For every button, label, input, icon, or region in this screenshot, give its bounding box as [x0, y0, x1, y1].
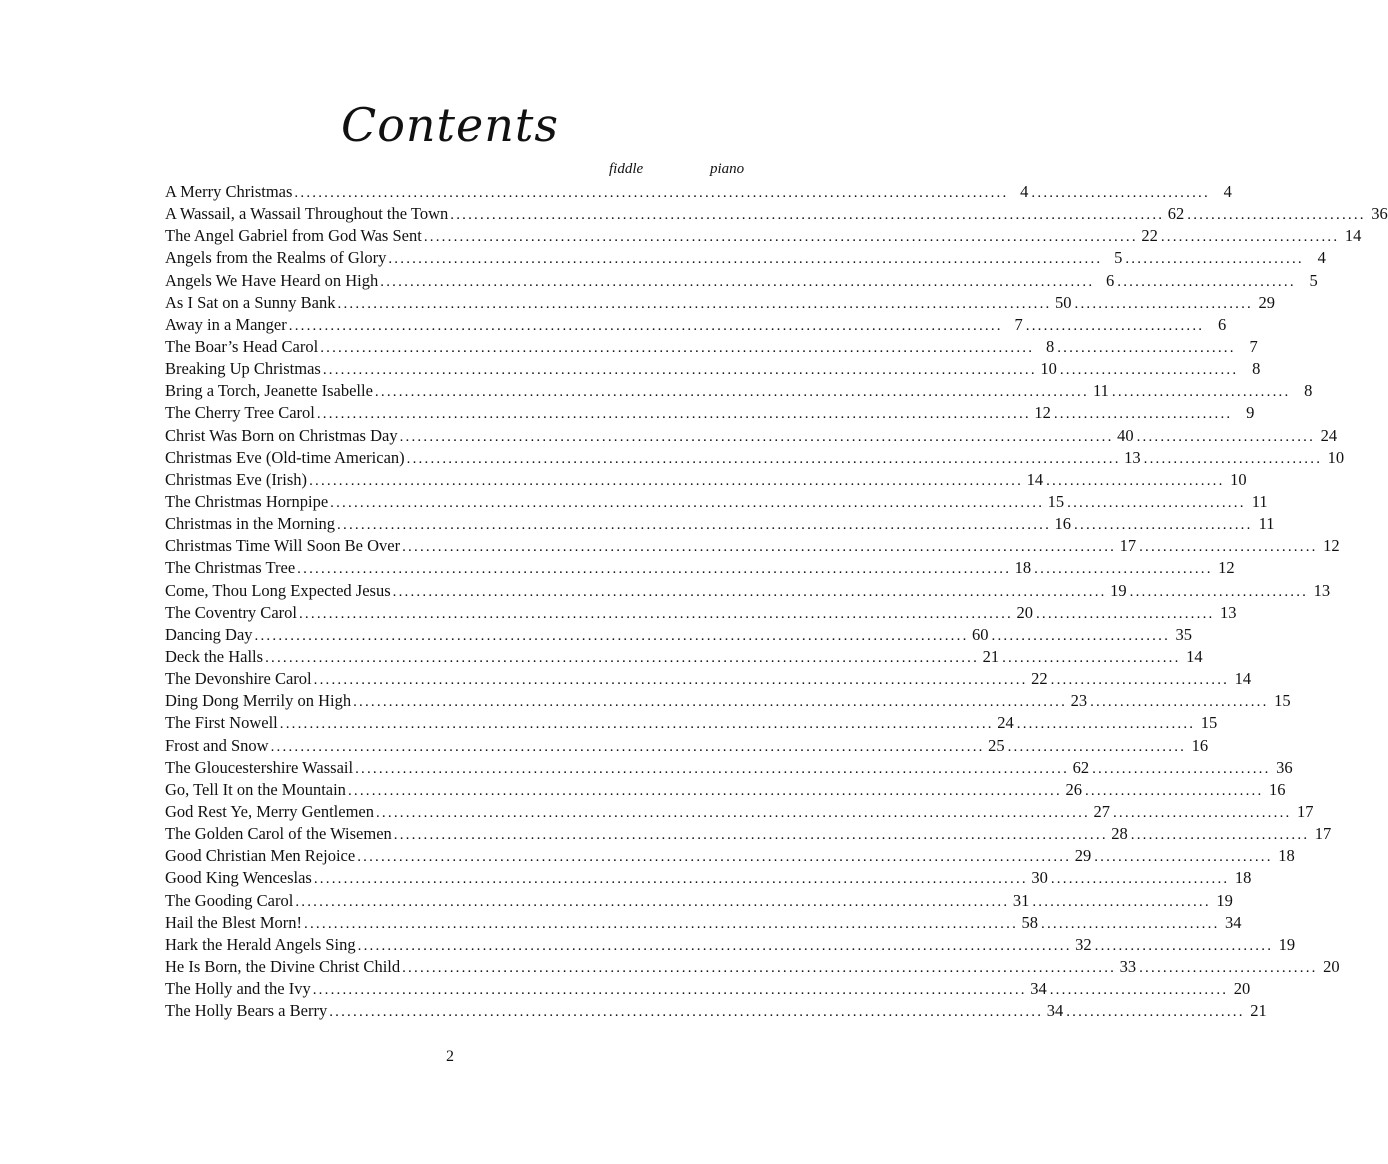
- dot-leader: ........................................................................................................................: [347, 782, 1062, 799]
- dot-leader: ..............................: [1074, 517, 1253, 534]
- dot-leader: ........................................................................................................................: [423, 229, 1138, 246]
- fiddle-page-number: 6: [1106, 270, 1115, 290]
- page-number: 2: [446, 1048, 454, 1065]
- dot-leader: ..............................: [991, 627, 1171, 644]
- piano-page-number: 17: [1314, 824, 1332, 844]
- dot-leader: ........................................................................................................................: [265, 649, 980, 666]
- toc-entry-title: Breaking Up Christmas: [165, 359, 321, 379]
- dot-leader: ........................................................................................................................: [374, 384, 1089, 401]
- dot-leader: ........................................................................................................................: [357, 937, 1072, 954]
- piano-page-number: 13: [1219, 602, 1237, 622]
- dot-leader: ..............................: [1032, 893, 1211, 910]
- dot-leader: ..............................: [1094, 937, 1274, 954]
- dot-leader: ........................................................................................................................: [313, 871, 1028, 888]
- toc-entry-title: He Is Born, the Divine Christ Child: [165, 956, 401, 976]
- fiddle-page-number: 5: [1114, 248, 1123, 268]
- fiddle-page-number: 11: [1093, 381, 1109, 401]
- toc-entry: [165, 203, 1388, 225]
- dot-leader: ........................................................................................................................: [337, 295, 1052, 312]
- piano-page-number: 36: [1371, 204, 1388, 224]
- table-of-contents: [165, 181, 1388, 1022]
- dot-leader: ........................................................................................................................: [392, 583, 1107, 600]
- dot-leader: ........................................................................................................................: [309, 472, 1024, 489]
- toc-entry-title: Christmas Eve (Irish): [165, 469, 308, 489]
- toc-entry-title: The Christmas Tree: [165, 558, 296, 578]
- piano-page-number: 16: [1268, 779, 1286, 799]
- page-title: Contents: [341, 98, 559, 152]
- dot-leader: ........................................................................................................................: [402, 959, 1117, 976]
- toc-entry: [165, 624, 1193, 646]
- piano-page-number: 7: [1249, 336, 1258, 356]
- toc-entry: [165, 712, 1218, 734]
- fiddle-page-number: 20: [1016, 602, 1033, 622]
- toc-entry: [165, 292, 1275, 314]
- toc-entry-title: The Boar’s Head Carol: [165, 336, 319, 356]
- piano-column-header: piano: [710, 161, 745, 177]
- fiddle-column-header: fiddle: [609, 161, 644, 177]
- dot-leader: ........................................................................................................................: [399, 428, 1114, 445]
- fiddle-page-number: 10: [1040, 359, 1057, 379]
- toc-entry: [165, 425, 1338, 447]
- fiddle-page-number: 16: [1054, 514, 1072, 534]
- dot-leader: ........................................................................................................................: [316, 406, 1031, 423]
- piano-page-number: 20: [1323, 956, 1340, 976]
- toc-entry: [165, 225, 1362, 247]
- toc-entry-title: The Christmas Hornpipe: [165, 491, 329, 511]
- dot-leader: ..............................: [1160, 229, 1340, 246]
- piano-page-number: 14: [1186, 646, 1203, 666]
- dot-leader: ..............................: [1049, 982, 1229, 999]
- dot-leader: ..............................: [1046, 472, 1225, 489]
- toc-entry: [165, 890, 1233, 912]
- dot-leader: ..............................: [1035, 605, 1215, 622]
- toc-entry-title: Frost and Snow: [165, 735, 269, 755]
- toc-entry-title: Christmas Time Will Soon Be Over: [165, 536, 401, 556]
- dot-leader: ........................................................................................................................: [393, 827, 1108, 844]
- toc-entry: [165, 757, 1293, 779]
- piano-page-number: 16: [1191, 735, 1209, 755]
- fiddle-page-number: 7: [1014, 314, 1023, 334]
- piano-page-number: 35: [1175, 624, 1193, 644]
- piano-page-number: 19: [1278, 934, 1296, 954]
- dot-leader: ..............................: [1112, 804, 1292, 821]
- dot-leader: ........................................................................................................................: [270, 738, 985, 755]
- dot-leader: ........................................................................................................................: [355, 760, 1070, 777]
- piano-page-number: 10: [1230, 469, 1247, 489]
- piano-page-number: 4: [1223, 182, 1232, 201]
- toc-entry: [165, 336, 1258, 358]
- dot-leader: ..............................: [1016, 716, 1196, 733]
- toc-entry-title: Good King Wenceslas: [165, 868, 312, 888]
- piano-page-number: 15: [1200, 713, 1218, 733]
- piano-page-number: 18: [1278, 846, 1295, 866]
- toc-entry-title: The First Nowell: [165, 713, 278, 733]
- toc-entry: [165, 402, 1255, 424]
- dot-leader: ........................................................................................................................: [294, 185, 1009, 201]
- toc-entry: [165, 181, 1232, 203]
- toc-entry: [165, 1000, 1267, 1022]
- toc-entry-title: The Devonshire Carol: [165, 669, 312, 689]
- toc-entry: [165, 668, 1252, 690]
- toc-entry: [165, 845, 1295, 867]
- dot-leader: ..............................: [1125, 251, 1304, 268]
- toc-entry: [165, 314, 1227, 336]
- fiddle-page-number: 21: [982, 646, 1000, 666]
- dot-leader: ........................................................................................................................: [450, 207, 1165, 224]
- dot-leader: ........................................................................................................................: [312, 982, 1027, 999]
- fiddle-page-number: 4: [1020, 182, 1029, 201]
- fiddle-page-number: 60: [972, 624, 989, 644]
- dot-leader: ..............................: [1050, 871, 1230, 888]
- toc-entry: [165, 270, 1318, 292]
- dot-leader: ........................................................................................................................: [402, 539, 1117, 556]
- fiddle-page-number: 24: [997, 713, 1014, 733]
- dot-leader: ..............................: [1136, 428, 1316, 445]
- toc-entry: [165, 690, 1291, 712]
- toc-entry: [165, 247, 1326, 269]
- toc-entry: [165, 934, 1296, 956]
- fiddle-page-number: 62: [1072, 757, 1090, 777]
- fiddle-page-number: 15: [1047, 491, 1065, 511]
- toc-entry: [165, 447, 1345, 469]
- dot-leader: ..............................: [1092, 760, 1271, 777]
- piano-page-number: 21: [1250, 1001, 1267, 1021]
- dot-leader: ..............................: [1059, 362, 1239, 379]
- dot-leader: ........................................................................................................................: [288, 317, 1003, 334]
- piano-page-number: 17: [1296, 801, 1314, 821]
- dot-leader: ..............................: [1002, 649, 1181, 666]
- toc-entry: [165, 513, 1275, 535]
- fiddle-page-number: 17: [1119, 536, 1137, 556]
- toc-entry-title: God Rest Ye, Merry Gentlemen: [165, 801, 374, 821]
- fiddle-page-number: 8: [1045, 336, 1055, 356]
- toc-entry-title: Angels from the Realms of Glory: [165, 248, 387, 268]
- toc-entry-title: Go, Tell It on the Mountain: [165, 779, 346, 799]
- toc-entry-title: As I Sat on a Sunny Bank: [165, 292, 336, 312]
- fiddle-page-number: 25: [988, 735, 1005, 755]
- piano-page-number: 14: [1344, 226, 1362, 246]
- piano-page-number: 12: [1218, 558, 1235, 578]
- piano-page-number: 29: [1258, 292, 1275, 312]
- toc-entry-title: Christmas in the Morning: [165, 514, 336, 534]
- piano-page-number: 6: [1218, 314, 1227, 334]
- dot-leader: ..............................: [1117, 273, 1296, 290]
- dot-leader: ..............................: [1066, 1004, 1245, 1021]
- piano-page-number: 12: [1323, 536, 1340, 556]
- piano-page-number: 8: [1304, 381, 1313, 401]
- fiddle-page-number: 22: [1141, 226, 1158, 246]
- fiddle-page-number: 29: [1074, 846, 1092, 866]
- fiddle-page-number: 30: [1031, 868, 1048, 888]
- dot-leader: ..............................: [1187, 207, 1366, 224]
- toc-entry-title: A Merry Christmas: [165, 182, 293, 201]
- toc-entry-title: Come, Thou Long Expected Jesus: [165, 580, 391, 600]
- piano-page-number: 8: [1252, 359, 1261, 379]
- toc-entry: [165, 469, 1247, 491]
- toc-entry: [165, 380, 1313, 402]
- toc-entry: [165, 779, 1286, 801]
- fiddle-page-number: 31: [1012, 890, 1030, 910]
- fiddle-page-number: 23: [1070, 691, 1088, 711]
- dot-leader: ..............................: [1139, 959, 1318, 976]
- toc-entry-title: The Golden Carol of the Wisemen: [165, 824, 392, 844]
- toc-entry: [165, 580, 1331, 602]
- toc-entry-title: Bring a Torch, Jeanette Isabelle: [165, 381, 373, 401]
- piano-page-number: 19: [1216, 890, 1233, 910]
- dot-leader: ..............................: [1067, 494, 1246, 511]
- toc-entry: [165, 978, 1251, 1000]
- toc-entry-title: Ding Dong Merrily on High: [165, 691, 352, 711]
- dot-leader: ........................................................................................................................: [388, 251, 1103, 268]
- piano-page-number: 11: [1251, 491, 1268, 511]
- piano-page-number: 18: [1234, 868, 1252, 888]
- dot-leader: ..............................: [1094, 849, 1273, 866]
- toc-entry-title: The Angel Gabriel from God Was Sent: [165, 226, 422, 246]
- toc-entry: [165, 358, 1261, 380]
- dot-leader: ........................................................................................................................: [254, 627, 969, 644]
- piano-page-number: 14: [1234, 669, 1252, 689]
- dot-leader: ........................................................................................................................: [304, 915, 1019, 932]
- toc-entry: [165, 557, 1235, 579]
- dot-leader: ........................................................................................................................: [279, 716, 994, 733]
- dot-leader: ........................................................................................................................: [353, 694, 1068, 711]
- piano-page-number: 15: [1274, 691, 1291, 711]
- toc-entry: [165, 602, 1237, 624]
- dot-leader: ..............................: [1053, 406, 1233, 423]
- dot-leader: ........................................................................................................................: [313, 672, 1028, 689]
- fiddle-page-number: 26: [1065, 779, 1082, 799]
- dot-leader: ..............................: [1074, 295, 1253, 312]
- dot-leader: ..............................: [1129, 583, 1309, 600]
- toc-entry: [165, 912, 1242, 934]
- piano-page-number: 34: [1225, 912, 1242, 932]
- fiddle-page-number: 34: [1046, 1001, 1064, 1021]
- dot-leader: ........................................................................................................................: [357, 849, 1072, 866]
- toc-entry-title: Away in a Manger: [165, 314, 287, 334]
- toc-entry-title: Christ Was Born on Christmas Day: [165, 425, 398, 445]
- toc-entry-title: Hail the Blest Morn!: [165, 912, 303, 932]
- dot-leader: ..............................: [1007, 738, 1187, 755]
- fiddle-page-number: 27: [1093, 801, 1110, 821]
- piano-page-number: 4: [1317, 248, 1326, 268]
- dot-leader: ..............................: [1084, 782, 1264, 799]
- fiddle-page-number: 18: [1014, 558, 1032, 578]
- piano-page-number: 36: [1276, 757, 1293, 777]
- toc-entry-title: The Gooding Carol: [165, 890, 294, 910]
- fiddle-page-number: 58: [1021, 912, 1039, 932]
- dot-leader: ..............................: [1143, 450, 1323, 467]
- piano-page-number: 5: [1309, 270, 1318, 290]
- dot-leader: ..............................: [1130, 827, 1310, 844]
- fiddle-page-number: 33: [1119, 956, 1137, 976]
- toc-entry: [165, 646, 1203, 668]
- toc-entry-title: A Wassail, a Wassail Throughout the Town: [165, 204, 449, 224]
- fiddle-page-number: 40: [1117, 425, 1134, 445]
- dot-leader: ..............................: [1111, 384, 1291, 401]
- dot-leader: ........................................................................................................................: [375, 804, 1090, 821]
- piano-page-number: 10: [1327, 447, 1345, 467]
- fiddle-page-number: 14: [1026, 469, 1044, 489]
- dot-leader: ........................................................................................................................: [322, 362, 1037, 379]
- piano-page-number: 9: [1246, 403, 1255, 423]
- toc-entry-title: The Gloucestershire Wassail: [165, 757, 354, 777]
- piano-page-number: 24: [1320, 425, 1338, 445]
- dot-leader: ........................................................................................................................: [330, 494, 1045, 511]
- dot-leader: ........................................................................................................................: [320, 339, 1035, 356]
- dot-leader: ........................................................................................................................: [297, 561, 1012, 578]
- piano-page-number: 11: [1258, 514, 1275, 534]
- toc-entry-title: The Cherry Tree Carol: [165, 403, 315, 423]
- fiddle-page-number: 28: [1111, 824, 1128, 844]
- toc-entry-title: The Coventry Carol: [165, 602, 297, 622]
- toc-entry: [165, 801, 1314, 823]
- dot-leader: ..............................: [1031, 185, 1210, 201]
- dot-leader: ........................................................................................................................: [380, 273, 1095, 290]
- piano-page-number: 13: [1313, 580, 1331, 600]
- dot-leader: ........................................................................................................................: [329, 1004, 1044, 1021]
- fiddle-page-number: 50: [1055, 292, 1072, 312]
- dot-leader: ........................................................................................................................: [295, 893, 1010, 910]
- fiddle-page-number: 12: [1034, 403, 1051, 423]
- fiddle-page-number: 32: [1075, 934, 1092, 954]
- toc-entry-title: Good Christian Men Rejoice: [165, 846, 356, 866]
- toc-entry: [165, 535, 1340, 557]
- dot-leader: ........................................................................................................................: [406, 450, 1121, 467]
- toc-entry: [165, 823, 1332, 845]
- dot-leader: ..............................: [1050, 672, 1230, 689]
- fiddle-page-number: 22: [1031, 669, 1048, 689]
- fiddle-page-number: 34: [1030, 979, 1047, 999]
- dot-leader: ..............................: [1041, 915, 1220, 932]
- dot-leader: ..............................: [1025, 317, 1205, 334]
- toc-entry-title: Dancing Day: [165, 624, 253, 644]
- fiddle-page-number: 13: [1124, 447, 1141, 467]
- fiddle-page-number: 19: [1110, 580, 1127, 600]
- dot-leader: ..............................: [1090, 694, 1269, 711]
- toc-entry-title: Hark the Herald Angels Sing: [165, 934, 356, 954]
- toc-entry-title: Christmas Eve (Old-time American): [165, 447, 405, 467]
- toc-entry-title: Deck the Halls: [165, 646, 264, 666]
- toc-entry-title: The Holly and the Ivy: [165, 979, 311, 999]
- piano-page-number: 20: [1233, 979, 1251, 999]
- dot-leader: ........................................................................................................................: [337, 517, 1052, 534]
- dot-leader: ..............................: [1057, 339, 1236, 356]
- toc-entry: [165, 491, 1268, 513]
- toc-entry-title: The Holly Bears a Berry: [165, 1001, 328, 1021]
- toc-entry: [165, 956, 1340, 978]
- dot-leader: ..............................: [1139, 539, 1318, 556]
- toc-entry-title: Angels We Have Heard on High: [165, 270, 379, 290]
- toc-entry: [165, 735, 1209, 757]
- toc-entry: [165, 867, 1252, 889]
- dot-leader: ..............................: [1034, 561, 1213, 578]
- dot-leader: ........................................................................................................................: [298, 605, 1013, 622]
- fiddle-page-number: 62: [1167, 204, 1185, 224]
